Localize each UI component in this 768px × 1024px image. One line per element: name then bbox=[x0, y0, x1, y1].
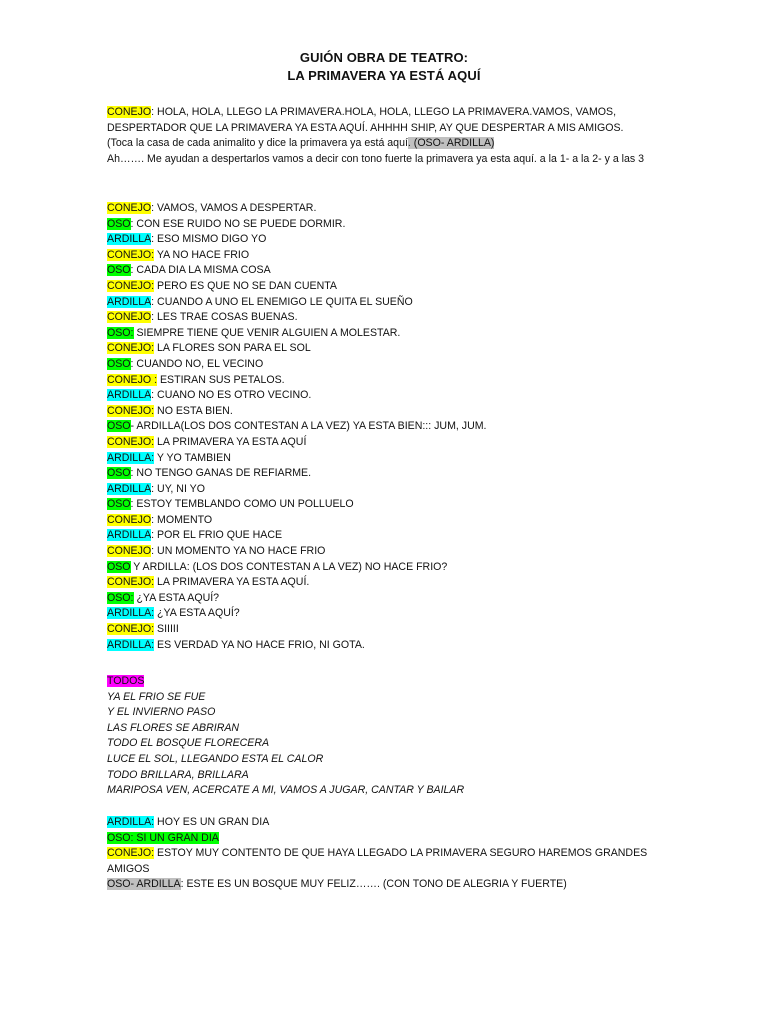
dialogue-text: ESTIRAN SUS PETALOS. bbox=[157, 373, 285, 386]
speaker-label: CONEJO : bbox=[107, 373, 158, 386]
dialogue-text: Y YO TAMBIEN bbox=[154, 451, 231, 464]
dialogue-text: : CUANDO NO, EL VECINO bbox=[130, 357, 264, 370]
dialogue-line bbox=[107, 513, 667, 529]
speaker-label: ARDILLA: bbox=[107, 607, 155, 620]
speaker-label: ARDILLA bbox=[107, 529, 152, 542]
song-line: LAS FLORES SE ABRIRAN bbox=[107, 721, 240, 734]
dialogue-line bbox=[107, 560, 667, 576]
dialogue-line bbox=[107, 295, 667, 311]
song-line: TODO BRILLARA, BRILLARA bbox=[107, 768, 249, 781]
dialogue-text: : ESO MISMO DIGO YO bbox=[151, 233, 267, 246]
dialogue-text: : CON ESE RUIDO NO SE PUEDE DORMIR. bbox=[130, 217, 346, 230]
speaker-conejo: CONEJO: bbox=[107, 847, 155, 860]
dialogue-text: : CUANO NO ES OTRO VECINO. bbox=[151, 389, 312, 402]
dialogue-text: HOY ES UN GRAN DIA bbox=[154, 816, 270, 828]
dialogue-line bbox=[107, 482, 667, 498]
speaker-label: CONEJO bbox=[107, 545, 152, 558]
song-speaker-line bbox=[107, 674, 667, 690]
dialogue-line bbox=[107, 326, 667, 342]
song-line: YA EL FRIO SE FUE bbox=[107, 690, 206, 703]
song-lines bbox=[107, 690, 667, 799]
dialogue-line bbox=[107, 201, 667, 217]
speaker-label: ARDILLA bbox=[107, 295, 152, 308]
dialogue-line bbox=[107, 388, 667, 404]
dialogue-text: PERO ES QUE NO SE DAN CUENTA bbox=[154, 279, 337, 292]
dialogue-line bbox=[107, 815, 667, 831]
speaker-label: CONEJO: bbox=[107, 248, 155, 261]
dialogue-text: ESTOY MUY CONTENTO DE QUE HAYA LLEGADO LA PRIMAVERA SEGURO HAREMOS GRANDES AMIGOS bbox=[107, 847, 648, 875]
speaker-ardilla: ARDILLA: bbox=[107, 816, 155, 828]
dialogue-text: - ARDILLA(LOS DOS CONTESTAN A LA VEZ) YA ESTA BIEN::: JUM, JUM. bbox=[130, 420, 487, 433]
speaker-label: OSO: bbox=[107, 591, 134, 604]
dialogue-line bbox=[107, 232, 667, 248]
dialogue-text: Y ARDILLA: (LOS DOS CONTESTAN A LA VEZ) NO HACE FRIO? bbox=[130, 560, 448, 573]
speaker-label: CONEJO bbox=[107, 202, 152, 214]
dialogue-line bbox=[107, 279, 667, 295]
speaker-label: CONEJO bbox=[107, 513, 152, 526]
speaker-label: OSO bbox=[107, 264, 131, 277]
speaker-label: CONEJO bbox=[107, 311, 152, 324]
ending-block bbox=[107, 815, 667, 893]
dialogue-text: : VAMOS, VAMOS A DESPERTAR. bbox=[151, 202, 317, 214]
speaker-label: CONEJO: bbox=[107, 279, 155, 292]
speaker-label: OSO bbox=[107, 467, 131, 480]
dialogue-line bbox=[107, 373, 667, 389]
intro-line bbox=[107, 105, 667, 136]
stage-text: (Toca la casa de cada animalito y dice la primavera ya está aquí bbox=[107, 137, 408, 150]
speaker-label: ARDILLA bbox=[107, 482, 152, 495]
speaker-label: CONEJO: bbox=[107, 623, 155, 636]
dialogue-text: SIEMPRE TIENE QUE VENIR ALGUIEN A MOLESTAR. bbox=[133, 326, 401, 339]
dialogue-line bbox=[107, 846, 667, 877]
speaker-oso: OSO: SI UN GRAN DIA bbox=[107, 831, 219, 844]
aside-line: Ah……. Me ayudan a despertarlos vamos a decir con tono fuerte la primavera ya esta aquí. a la 1- a la 2- y a las 3 bbox=[107, 152, 645, 165]
speaker-todos: TODOS bbox=[107, 675, 145, 687]
speaker-label: OSO bbox=[107, 498, 131, 511]
dialogue-line bbox=[107, 263, 667, 279]
dialogue-line bbox=[107, 622, 667, 638]
speaker-label: CONEJO: bbox=[107, 342, 155, 355]
dialogue-line bbox=[107, 497, 667, 513]
dialogue-text: NO ESTA BIEN. bbox=[154, 404, 233, 417]
dialogue-line bbox=[107, 575, 667, 591]
speaker-oso-ardilla: OSO- ARDILLA bbox=[107, 878, 181, 891]
dialogue-text: : NO TENGO GANAS DE REFIARME. bbox=[130, 467, 312, 480]
dialogue-line bbox=[107, 591, 667, 607]
dialogue-text: : ESTE ES UN BOSQUE MUY FELIZ……. (CON TONO DE ALEGRIA Y FUERTE) bbox=[180, 878, 567, 891]
dialogue-line bbox=[107, 248, 667, 264]
document-title: GUIÓN OBRA DE TEATRO: bbox=[299, 50, 469, 65]
dialogue-line bbox=[107, 877, 667, 893]
dialogue-text: LA PRIMAVERA YA ESTA AQUÍ bbox=[154, 435, 307, 448]
stage-tag: . (OSO- ARDILLA) bbox=[407, 137, 495, 150]
song-block bbox=[107, 674, 667, 799]
dialogue-text: : CUANDO A UNO EL ENEMIGO LE QUITA EL SUEÑO bbox=[151, 295, 413, 308]
dialogue-block bbox=[107, 201, 667, 653]
speaker-label: OSO bbox=[107, 357, 131, 370]
dialogue-line bbox=[107, 404, 667, 420]
speaker-conejo: CONEJO bbox=[107, 106, 152, 118]
intro-block bbox=[107, 105, 667, 167]
speaker-label: OSO bbox=[107, 420, 131, 433]
dialogue-line bbox=[107, 466, 667, 482]
dialogue-text: : ESTOY TEMBLANDO COMO UN POLLUELO bbox=[130, 498, 354, 511]
dialogue-line bbox=[107, 357, 667, 373]
dialogue-line bbox=[107, 217, 667, 233]
dialogue-text: ¿YA ESTA AQUÍ? bbox=[133, 591, 220, 604]
speaker-label: CONEJO: bbox=[107, 404, 155, 417]
document-subtitle: LA PRIMAVERA YA ESTÁ AQUÍ bbox=[287, 68, 481, 83]
dialogue-text: ¿YA ESTA AQUÍ? bbox=[154, 607, 240, 620]
dialogue-text: LA PRIMAVERA YA ESTA AQUÍ. bbox=[154, 576, 310, 589]
song-line: TODO EL BOSQUE FLORECERA bbox=[107, 737, 270, 750]
dialogue-text: : POR EL FRIO QUE HACE bbox=[151, 529, 283, 542]
dialogue-text: : UN MOMENTO YA NO HACE FRIO bbox=[151, 545, 326, 558]
dialogue-line bbox=[107, 638, 667, 654]
dialogue-text: ES VERDAD YA NO HACE FRIO, NI GOTA. bbox=[154, 638, 365, 651]
dialogue-text: : UY, NI YO bbox=[151, 482, 205, 495]
song-line: LUCE EL SOL, LLEGANDO ESTA EL CALOR bbox=[107, 752, 324, 765]
dialogue-line bbox=[107, 341, 667, 357]
dialogue-line bbox=[107, 606, 667, 622]
dialogue-text: SIIIII bbox=[154, 623, 179, 636]
dialogue-text: LA FLORES SON PARA EL SOL bbox=[154, 342, 311, 355]
dialogue-line bbox=[107, 831, 667, 847]
dialogue-text: : MOMENTO bbox=[151, 513, 213, 526]
dialogue-line bbox=[107, 435, 667, 451]
speaker-label: ARDILLA: bbox=[107, 638, 155, 651]
speaker-label: CONEJO: bbox=[107, 576, 155, 589]
speaker-label: ARDILLA bbox=[107, 233, 152, 246]
speaker-label: OSO bbox=[107, 560, 131, 573]
speaker-label: OSO bbox=[107, 217, 131, 230]
song-line: MARIPOSA VEN, ACERCATE A MI, VAMOS A JUGAR, CANTAR Y BAILAR bbox=[107, 784, 465, 797]
dialogue-text: : HOLA, HOLA, LLEGO LA PRIMAVERA.HOLA, HOLA, LLEGO LA PRIMAVERA.VAMOS, VAMOS, DESPERTADOR QUE LA PRIMAVERA YA ESTA AQUÍ. AHHHH SHIP, AY QUE DESPERTAR A MIS AMIGOS. bbox=[107, 106, 624, 134]
dialogue-line bbox=[107, 419, 667, 435]
speaker-label: OSO: bbox=[107, 326, 134, 339]
dialogue-text: : CADA DIA LA MISMA COSA bbox=[130, 264, 271, 277]
speaker-label: ARDILLA bbox=[107, 389, 152, 402]
speaker-label: CONEJO: bbox=[107, 435, 155, 448]
dialogue-line bbox=[107, 528, 667, 544]
stage-direction bbox=[107, 136, 667, 152]
dialogue-line bbox=[107, 310, 667, 326]
speaker-label: ARDILLA: bbox=[107, 451, 155, 464]
dialogue-line bbox=[107, 451, 667, 467]
dialogue-line bbox=[107, 544, 667, 560]
dialogue-text: YA NO HACE FRIO bbox=[154, 248, 250, 261]
song-line: Y EL INVIERNO PASO bbox=[107, 706, 216, 719]
dialogue-text: : LES TRAE COSAS BUENAS. bbox=[151, 311, 298, 324]
